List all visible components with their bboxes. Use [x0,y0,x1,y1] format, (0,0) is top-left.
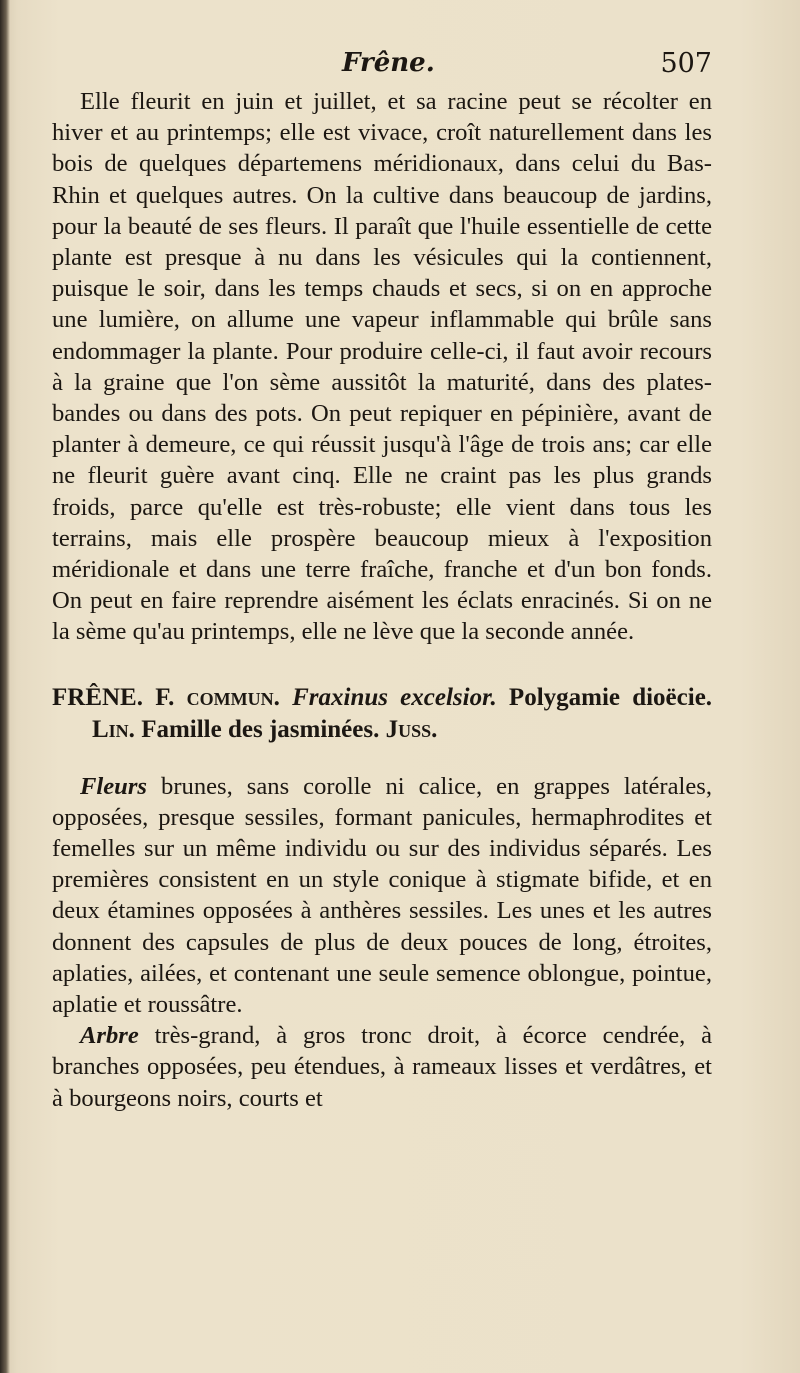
tree-lead: Arbre [80,1022,139,1050]
tree-text: très-grand, à gros tronc droit, à écorce cendrée, à branches opposées, peu étendues, à rameaux lisses et verdâtres, et à bourgeons noirs, courts et [52,1022,712,1112]
entry-jussieu: Juss. [385,715,438,743]
paragraph-continuation: Elle fleurit en juin et juillet, et sa racine peut se récolter en hiver et au printemps; elle est vivace, croît naturellement dans les bois de quelques départemens méridionaux, dans celui du Bas-Rhin et quelques autres. On la cultive dans beaucoup de jardins, pour la beauté de ses fleurs. Il paraît que l'huile essentielle de cette plante est presque à nu dans les vésicules qui la contiennent, puisque le soir, dans les temps chauds et secs, si on en approche une lumière, on allume une vapeur inflammable qui brûle sans endommager la plante. Pour produire celle-ci, il faut avoir recours à la graine que l'on sème aussitôt la maturité, dans des plates-bandes ou dans des pots. On peut repiquer en pépinière, avant de planter à demeure, ce qui réussit jusqu'à l'âge de trois ans; car elle ne fleurit guère avant cinq. Elle ne craint pas les plus grands froids, parce qu'elle est très-robuste; elle vient dans tous les terrains, mais elle prospère beaucoup mieux à l'exposition méridionale et dans une terre fraîche, franche et d'un bon fonds. On peut en faire reprendre aisément les éclats enracinés. Si on ne la sème qu'au printemps, elle ne lève que la seconde année. [52,88,712,646]
page-gutter [0,0,10,1373]
page-header [52,48,712,88]
entry-classification: Polygamie dioëcie. [508,683,713,711]
tree-paragraph [52,1020,712,1114]
entry-latin-name: Fraxinus excelsior. [292,683,497,711]
species-entry-heading [52,682,712,746]
flowers-lead: Fleurs [80,772,147,800]
entry-family: Famille des jasminées. [141,715,380,743]
page-number: 507 [660,48,712,79]
entry-linnaeus: Lin. [92,715,135,743]
flowers-text: brunes, sans corolle ni calice, en grappes latérales, opposées, presque sessiles, formant panicules, hermaphrodites et femelles sur un même individu ou sur des individus séparés. Les premières consistent en un style conique à stigmate bifide, et en deux étamines opposées à anthères sessiles. Les unes et les autres donnent des capsules de plus de deux pouces de long, étroites, aplaties, ailées, et contenant une seule semence oblongue, pointue, aplatie et roussâtre. [52,772,712,1019]
page-body [52,86,712,1114]
running-title: Frêne. [342,48,435,78]
entry-common-name: F. commun. [155,683,280,711]
entry-name: FRÊNE. [52,683,143,711]
flowers-paragraph [52,771,712,1021]
